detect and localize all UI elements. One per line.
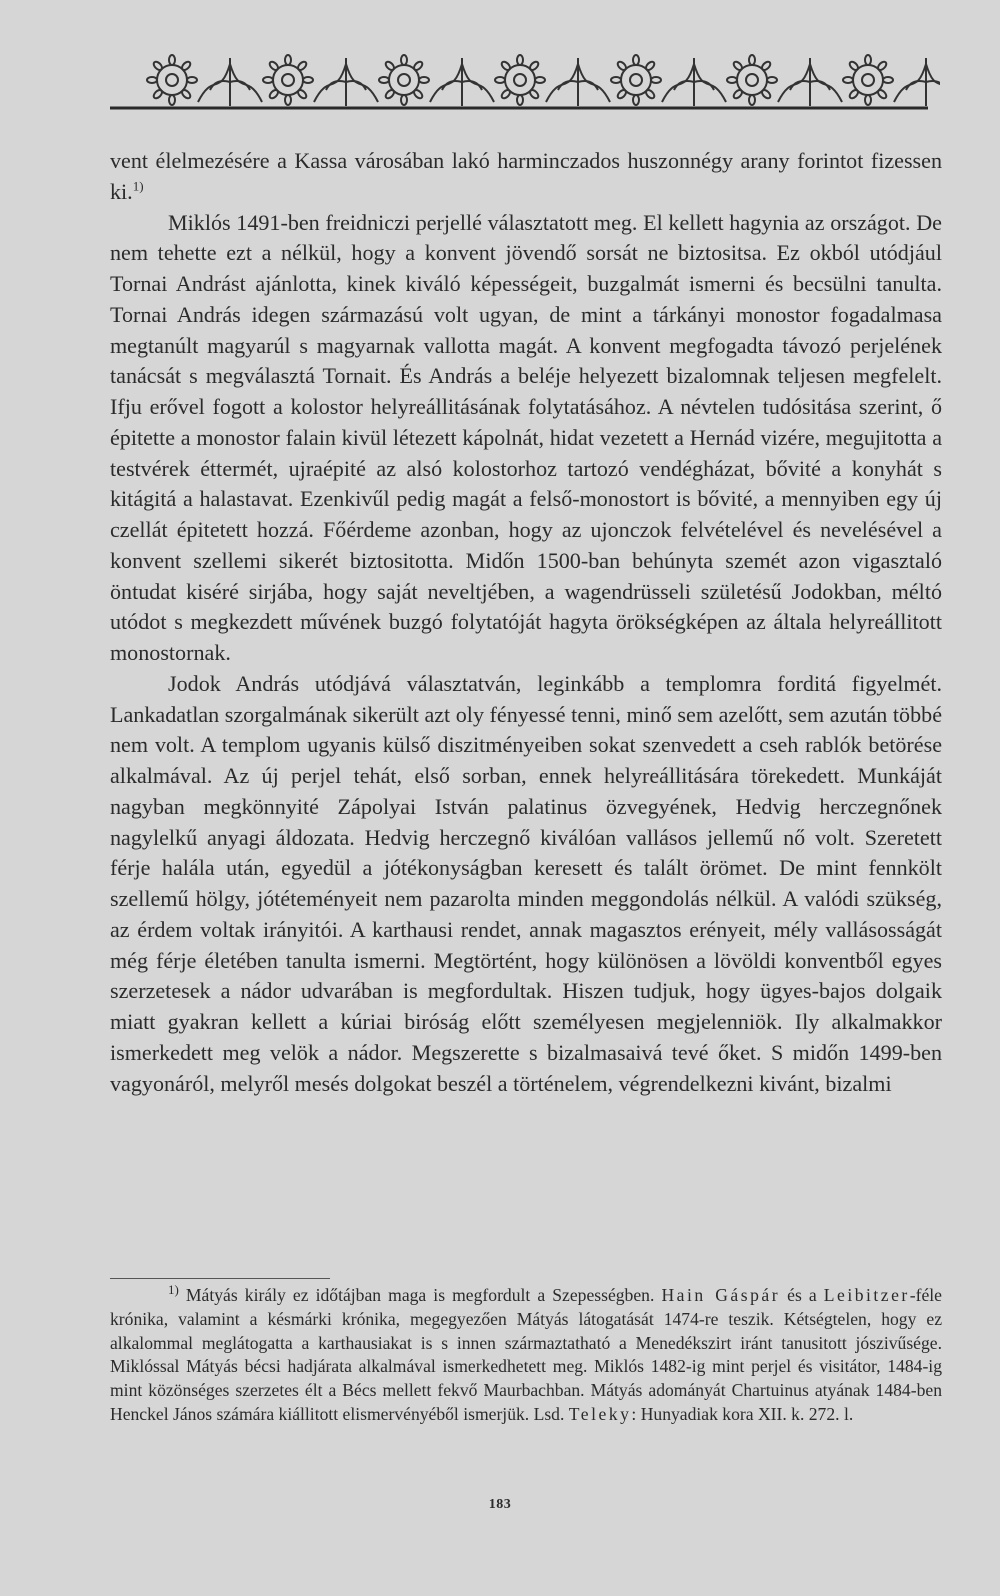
- leaf-icon: [790, 81, 810, 90]
- petal-icon: [865, 55, 871, 65]
- footnote-ref: 1): [132, 178, 144, 194]
- leaf-icon: [326, 81, 346, 90]
- petal-icon: [500, 60, 511, 71]
- paragraph-1-text: vent élelmezésére a Kassa városában lakó harminczados huszonnégy arany forintot fizessen ki.: [110, 148, 942, 204]
- petal-icon: [180, 60, 191, 71]
- footnote: [110, 1284, 942, 1427]
- petal-icon: [732, 88, 743, 99]
- footnote-marker: 1): [168, 1282, 179, 1298]
- petal-icon: [401, 55, 407, 65]
- petal-icon: [767, 77, 777, 83]
- vine-icon: [894, 64, 940, 102]
- rosette-center-icon: [630, 74, 642, 86]
- footnote-marker-number: 1: [168, 1282, 175, 1298]
- petal-icon: [169, 95, 175, 105]
- petal-icon: [285, 95, 291, 105]
- paragraph-3: Jodok András utódjává választatván, leginkább a templomra forditá figyelmét. Lankadatlan szorgalmának sikerült azt oly fényessé tenni, minő sem azelőtt, sem azután többé nem volt. A templom ugyanis külső diszitményeiben sokat szenvedett a cseh rablók betörése alkalmával. Az új perjel tehát, első sorban, ennek helyreállitására törekedett. Munkáját nagyban megkönnyité Zápolyai István palatinus özvegyének, Hedvig herczegnőnek nagylelkű anyagi áldozata. Hedvig herczegnő kiválóan vallásos jellemű nő volt. Szeretett férje halála után, egyedül a jótékonyságban keresett és talált örömet. De mint fennkölt szellemű hölgy, jótéteményeit nem pazarolta minden meggondolás nélkül. A valódi szükség, az érdem voltak irányitói. A karthausi rendet, annak magasztos erényeit, mély vallásosságát még férje életében tanulta ismerni. Megtörtént, hogy különösen a lövöldi konventből egyes szerzetesek a nádor udvarában is megfordultak. Hiszen tudjuk, hogy ügyes-bajos dolgaik miatt gyakran kellett a kúriai biróság előtt személyesen megjelenniök. Ily alkalmakkor ismerkedett meg velök a nádor. Megszerette s bizalmasaivá tevé őket. S midőn 1499-ben vagyonáról, melyről mesés dolgokat beszél a történelem, végrendelkezni kivánt, bizalmi: [110, 670, 942, 1096]
- petal-icon: [517, 55, 523, 65]
- petal-icon: [727, 77, 737, 83]
- petal-icon: [876, 88, 887, 99]
- petal-icon: [633, 95, 639, 105]
- petal-icon: [296, 88, 307, 99]
- leaf-icon: [694, 81, 714, 90]
- leaf-icon: [462, 81, 482, 90]
- petal-icon: [412, 88, 423, 99]
- footnote-text: [110, 1284, 942, 1427]
- petal-icon: [152, 88, 163, 99]
- petal-icon: [152, 60, 163, 71]
- leaf-icon: [230, 81, 250, 90]
- leaf-icon: [906, 81, 926, 90]
- petal-icon: [616, 60, 627, 71]
- footnote-segment-3: -féle krónika, valamint a késmárki krónika, megegyezően Mátyás látogatását 1474-re teszik. Kétségtelen, hogy ez alkalommal meglátogatta a karthausiakat is s innen származtatható a Menedékszirt iránt tanusitott jószivűsége. Miklóssal Mátyás bécsi hadjárata alkalmával ismerkedhetett meg. Miklós 1482-ig mint perjel és visitátor, 1484-ig mint közönséges szerzetes élt a Bécs mellett fekvő Maurbachban. Mátyás adományát Chartuinus atyának 1484-ben Henckel János számára kiállitott elismervényéből ismerjük. Lsd.: [110, 1285, 942, 1424]
- footnote-divider: [110, 1278, 330, 1279]
- leaf-icon: [578, 81, 598, 90]
- petal-icon: [876, 60, 887, 71]
- leaf-icon: [210, 81, 230, 90]
- footnote-segment-2: és a: [780, 1285, 824, 1305]
- leaf-icon: [558, 81, 578, 90]
- footnote-name-teleky: Teleky: [568, 1403, 632, 1424]
- petal-icon: [379, 77, 389, 83]
- petal-icon: [535, 77, 545, 83]
- rosette-center-icon: [282, 74, 294, 86]
- paragraph-1: [110, 146, 942, 208]
- petal-icon: [883, 77, 893, 83]
- footnote-segment-1: Mátyás király ez időtájban maga is megfordult a Szepességben.: [178, 1285, 662, 1305]
- petal-icon: [749, 95, 755, 105]
- petal-icon: [528, 60, 539, 71]
- rosette-center-icon: [746, 74, 758, 86]
- petal-icon: [285, 55, 291, 65]
- petal-icon: [180, 88, 191, 99]
- rosette-center-icon: [514, 74, 526, 86]
- petal-icon: [651, 77, 661, 83]
- leaf-icon: [442, 81, 462, 90]
- petal-icon: [419, 77, 429, 83]
- paragraph-2: Miklós 1491-ben freidniczi perjellé választatott meg. El kellett hagynia az országot. De nem tehette ezt a nélkül, hogy a konvent jövendő sorsát ne biztositsa. Ez okból utódjául Tornai Andrást ajánlotta, kinek kiváló képességeit, buzgalmát ismerni és becsülni tanulta. Tornai András idegen származású volt ugyan, de mint a tárkányi monostor fogadalmasa megtanúlt magyarúl s magyarnak vallotta magát. A konvent megfogadta távozó perjelének tanácsát s megválasztá Tornait. És András a beléje helyezett bizalomnak teljesen megfelelt. Ifju erővel fogott a kolostor helyreállitásának folytatásához. A névtelen tudósitása szerint, ő épitette a monostor falain kivül létezett kápolnát, hidat vezetett a Hernád vizére, megujitotta a testvérek éttermét, ujraépité az alsó kolostorhoz tartozó vendégházat, bővité a konyhát s kitágitá a halastavat. Ezenkivűl pedig magát a felső-monostort is bővité, a mennyiben egy új czellát épitetett hozzá. Főérdeme azonban, hogy az ujonczok felvételével és nevelésével a konvent szellemi sikerét biztositotta. Midőn 1500-ban behúnyta szemét azon vigasztaló öntudat kiséré sirjába, hogy saját neveltjében, a wagendrüsseli születésű Jodokban, méltó utódot s megkezdett művének buzgó folytatóját hagyta örökségképen az általa helyreállitott monostornak.: [110, 209, 942, 665]
- petal-icon: [268, 60, 279, 71]
- petal-icon: [147, 77, 157, 83]
- petal-icon: [633, 55, 639, 65]
- petal-icon: [865, 95, 871, 105]
- petal-icon: [528, 88, 539, 99]
- petal-icon: [268, 88, 279, 99]
- leaf-icon: [346, 81, 366, 90]
- petal-icon: [384, 88, 395, 99]
- petal-icon: [848, 88, 859, 99]
- petal-icon: [843, 77, 853, 83]
- petal-icon: [384, 60, 395, 71]
- petal-icon: [187, 77, 197, 83]
- footnote-name-leibitzer: Leibitzer: [823, 1285, 910, 1305]
- petal-icon: [760, 60, 771, 71]
- main-text: [110, 146, 942, 1099]
- petal-icon: [401, 95, 407, 105]
- petal-icon: [611, 77, 621, 83]
- petal-icon: [263, 77, 273, 83]
- leaf-icon: [674, 81, 694, 90]
- petal-icon: [732, 60, 743, 71]
- petal-icon: [412, 60, 423, 71]
- petal-icon: [169, 55, 175, 65]
- rosette-center-icon: [862, 74, 874, 86]
- petal-icon: [296, 60, 307, 71]
- petal-icon: [760, 88, 771, 99]
- petal-icon: [495, 77, 505, 83]
- petal-icon: [517, 95, 523, 105]
- petal-icon: [749, 55, 755, 65]
- rosette-center-icon: [166, 74, 178, 86]
- floral-border-ornament-icon: [110, 52, 940, 114]
- page-number: 183: [488, 1497, 512, 1512]
- petal-icon: [848, 60, 859, 71]
- petal-icon: [616, 88, 627, 99]
- leaf-icon: [926, 81, 940, 90]
- footnote-segment-4: : Hunyadiak kora XII. k. 272. l.: [631, 1403, 854, 1424]
- petal-icon: [303, 77, 313, 83]
- petal-icon: [500, 88, 511, 99]
- petal-icon: [644, 60, 655, 71]
- leaf-icon: [810, 81, 830, 90]
- footnote-ref-number: 1: [132, 178, 140, 194]
- rosette-center-icon: [398, 74, 410, 86]
- petal-icon: [644, 88, 655, 99]
- footnote-name-hain: Hain Gáspár: [661, 1285, 781, 1305]
